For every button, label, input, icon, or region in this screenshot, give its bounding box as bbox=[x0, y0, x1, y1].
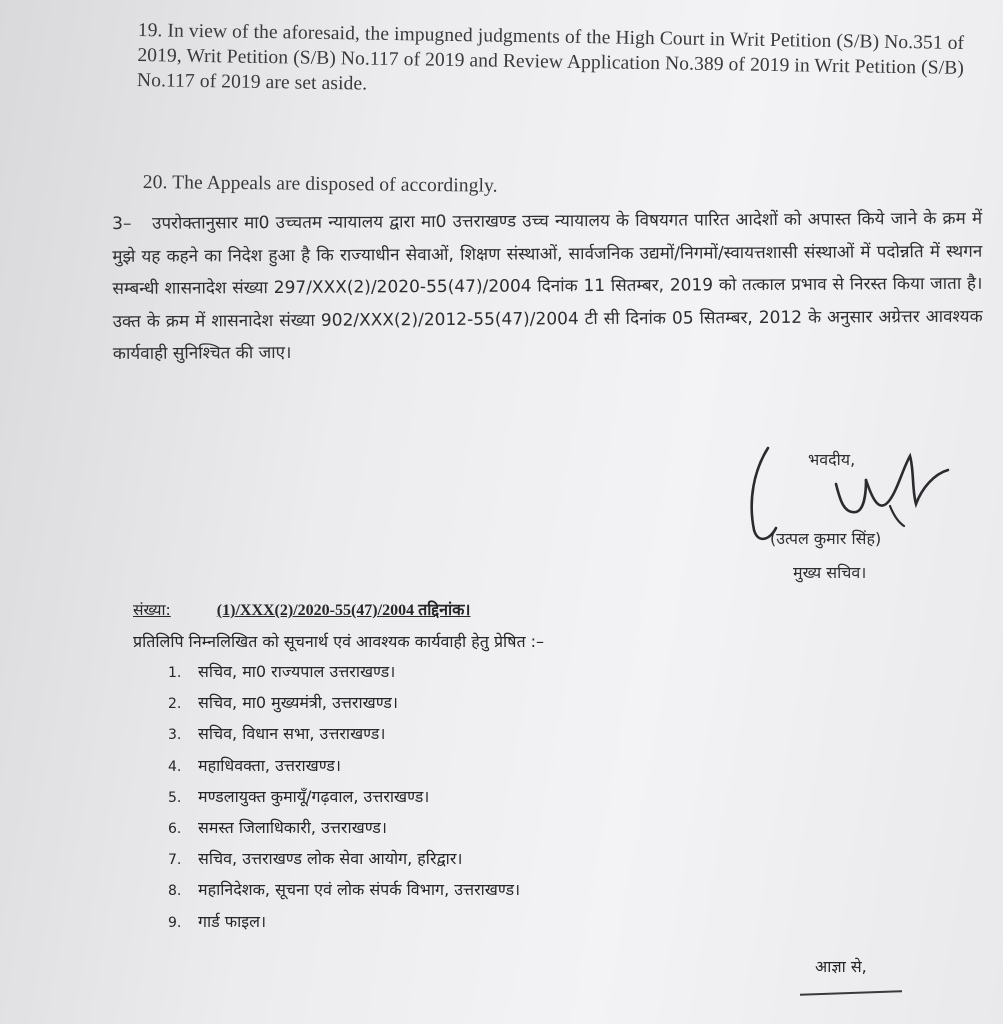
signature-line bbox=[800, 990, 902, 996]
list-item bbox=[168, 847, 520, 878]
item-number: 3. bbox=[168, 727, 182, 744]
list-item bbox=[168, 878, 520, 909]
reference-label: संख्या: bbox=[133, 601, 171, 619]
paragraph-3-number: 3– bbox=[112, 213, 132, 234]
copy-to-list bbox=[168, 660, 520, 941]
item-number: 8. bbox=[168, 883, 182, 900]
item-text: सचिव, उत्तराखण्ड लोक सेवा आयोग, हरिद्वार। bbox=[198, 849, 463, 869]
copy-to-intro: प्रतिलिपि निम्नलिखित को सूचनार्थ एवं आवश्यक कार्यवाही हेतु प्रेषित :– bbox=[133, 632, 545, 651]
signer-designation: मुख्य सचिव। bbox=[793, 563, 867, 582]
order-by-label: आज्ञा से, bbox=[815, 957, 867, 976]
item-text: सचिव, विधान सभा, उत्तराखण्ड। bbox=[198, 724, 386, 744]
item-text: महानिदेशक, सूचना एवं लोक संपर्क विभाग, उत्तराखण्ड। bbox=[198, 880, 521, 900]
item-number: 9. bbox=[168, 914, 182, 931]
list-item bbox=[168, 754, 520, 785]
reference-value: (1)/XXX(2)/2020-55(47)/2004 तद्दिनांक। bbox=[216, 602, 471, 619]
item-text: गार्ड फाइल। bbox=[198, 911, 267, 931]
item-text: महाधिवक्ता, उत्तराखण्ड। bbox=[198, 755, 341, 775]
signer-name: (उत्पल कुमार सिंह) bbox=[770, 529, 882, 548]
item-text: समस्त जिलाधिकारी, उत्तराखण्ड। bbox=[198, 817, 387, 837]
item-number: 6. bbox=[168, 820, 182, 837]
item-text: सचिव, मा0 राज्यपाल उत्तराखण्ड। bbox=[198, 662, 396, 681]
list-item bbox=[168, 910, 520, 941]
reference-number-line bbox=[133, 598, 470, 620]
list-item bbox=[168, 785, 520, 816]
list-item bbox=[168, 816, 520, 847]
salutation: भवदीय, bbox=[808, 450, 856, 469]
list-item bbox=[168, 660, 520, 691]
paragraph-3 bbox=[112, 203, 983, 371]
item-number: 2. bbox=[168, 696, 182, 713]
item-text: मण्डलायुक्त कुमायूँ/गढ़वाल, उत्तराखण्ड। bbox=[198, 786, 430, 806]
paragraph-19: 19. In view of the aforesaid, the impugned judgments of the High Court in Writ Petition (S/B) No.351 of 2019, Writ Petition (S/B) No.117 of 2019 and Review Application No.389 of 2019 in Writ Petition (S/B) No.117 of 2019 are set aside. bbox=[136, 19, 965, 95]
paragraph-3-text: उपरोक्तानुसार मा0 उच्चतम न्यायालय द्वारा मा0 उत्तराखण्ड उच्च न्यायालय के विषयगत पारित आदेशों को अपास्त किये जाने के क्रम में मुझे यह कहने का निदेश हुआ है कि राज्याधीन सेवाओं, शिक्षण संस्थाओं, सार्वजनिक उद्यमों/निगमों/स्वायत्तशासी संस्थाओं में पदोन्नति में स्थगन सम्बन्धी शासनादेश संख्या 297/XXX(2)/2020-55(47)/2004 दिनांक 11 सितम्बर, 2019 को तत्काल प्रभाव से निरस्त किया जाता है। उक्त के क्रम में शासनादेश संख्या 902/XXX(2)/2012-55(47)/2004 टी सी दिनांक 05 सितम्बर, 2012 के अनुसार अग्रेत्तर आवश्यक कार्यवाही सुनिश्चित की जाए। bbox=[112, 208, 983, 364]
item-number: 5. bbox=[168, 789, 182, 806]
item-text: सचिव, मा0 मुख्यमंत्री, उत्तराखण्ड। bbox=[198, 693, 398, 713]
item-number: 4. bbox=[168, 758, 182, 775]
list-item bbox=[168, 722, 520, 753]
item-number: 1. bbox=[168, 665, 182, 681]
item-number: 7. bbox=[168, 852, 182, 869]
paragraph-20: 20. The Appeals are disposed of accordingly. bbox=[142, 171, 498, 197]
list-item bbox=[168, 691, 520, 722]
